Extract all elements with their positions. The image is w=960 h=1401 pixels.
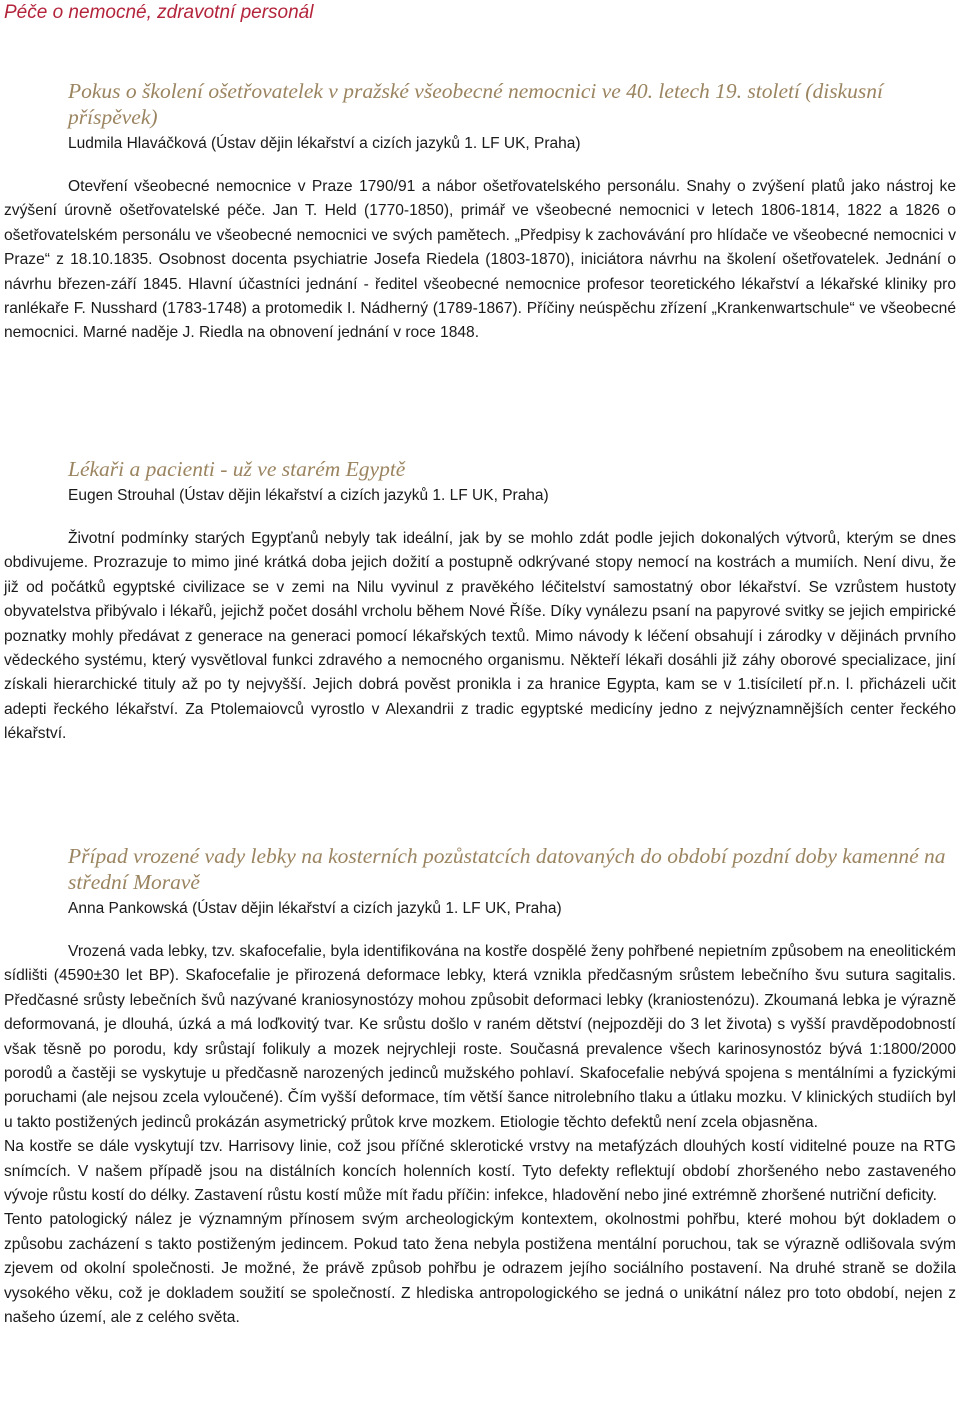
article-hlavackova (4, 78, 956, 346)
article-pankowska (4, 843, 956, 1331)
article-title: Pokus o školení ošetřovatelek v pražské všeobecné nemocnici ve 40. letech 19. století (diskusní příspěvek) (68, 79, 883, 129)
paragraph: Vrozená vada lebky, tzv. skafocefalie, byla identifikována na kostře dospělé ženy pohřbené nepietním způsobem na eneolitickém sídlišti (4590±30 let BP). Skafocefalie je přirozená deformace lebky, která vznikla předčasným srůstem lebečního švu sutura sagitalis. Předčasné srůsty lebečních švů nazývané kraniosynostózy mohou způsobit deformaci lebky (kraniostenózu). Zkoumaná lebka je výrazně deformovaná, je dlouhá, úzká a má loďkovitý tvar. Ke srůstu došlo v raném dětství (nejpozději do 3 let života) s vyšší pravděpodobností však těsně po porodu, kdy srůstají folikuly a mozek nejrychleji roste. Současná prevalence všech karinosynostóz bývá 1:1800/2000 porodů a častěji se vyskytuje u předčasně narozených jedinců mužského pohlaví. Skafocefalie nebývá spojena s mentálními a fyzickými poruchami (ale nejsou zcela vyloučené). Čím vyšší deformace, tím větší šance nitrolebního tlaku a útlaku mozku. V klinických studiích byl u takto postižených jedinců prokázán asymetrický průtok krve mozkem. Etiologie těchto defektů není zcela objasněna. (4, 943, 956, 1131)
paragraph: Tento patologický nález je významným přínosem svým archeologickým kontextem, okolnostmi pohřbu, které mohou být dokladem o způsobu zacházení s takto postiženým jedincem. Pokud tato žena nebyla postižena mentální poruchou, tak se výrazně odlišovala svým zjevem od okolní společnosti. Je možné, že právě způsob pohřbu je odrazem jejího sociálního postavení. Na druhé straně se dožila vysokého věku, což je dokladem soužití se společností. Z hlediska antropologického se jedná o unikátní nález pro toto období, nejen z našeho území, ale z celého světa. (4, 1211, 956, 1327)
article-title: Případ vrozené vady lebky na kosterních pozůstatcích datovaných do období pozdní doby kamenné na střední Moravě (68, 844, 946, 894)
running-head: Péče o nemocné, zdravotní personál (4, 2, 314, 23)
paragraph: Na kostře se dále vyskytují tzv. Harrisovy linie, což jsou příčné sklerotické vrstvy na metafýzách dlouhých kostí viditelné pouze na RTG snímcích. V našem případě jsou na distálních koncích holenních kostí. Tyto defekty reflektují období zhoršeného nebo zastaveného vývoje růstu kostí do délky. Zastavení růstu kostí může mít řadu příčin: infekce, hladovění nebo jiné extrémně zhoršené nutriční deficity. (4, 1138, 956, 1205)
article-body (4, 175, 956, 346)
article-author: Anna Pankowská (Ústav dějin lékařství a cizích jazyků 1. LF UK, Praha) (68, 900, 562, 917)
article-body (4, 940, 956, 1331)
article-author: Ludmila Hlaváčková (Ústav dějin lékařství a cizích jazyků 1. LF UK, Praha) (68, 135, 581, 152)
article-body (4, 527, 956, 747)
paragraph: Otevření všeobecné nemocnice v Praze 1790/91 a nábor ošetřovatelského personálu. Snahy o zvýšení platů jako nástroj ke zvýšení úrovně ošetřovatelské péče. Jan T. Held (1770-1850), primář ve všeobecné nemocnici v letech 1806-1814, 1822 a 1826 o ošetřovatelském personálu ve všeobecné nemocnici ve svých pamětech. „Předpisy k zachovávání pro hlídače ve všeobecné nemocnici v Praze“ z 18.10.1835. Osobnost docenta psychiatrie Josefa Riedela (1803-1870), iniciátora návrhu na školení ošetřovatelek. Jednání o návrhu březen-září 1845. Hlavní účastníci jednání - ředitel všeobecné nemocnice profesor teoretického lékařství a lékařské kliniky pro ranlékaře F. Nusshard (1783-1748) a protomedik I. Nádherný (1789-1867). Příčiny neúspěchu zřízení „Krankenwartschule“ ve všeobecné nemocnici. Marné naděje J. Riedla na obnovení jednání v roce 1848. (4, 178, 956, 342)
article-title: Lékaři a pacienti - už ve starém Egyptě (68, 457, 406, 481)
article-strouhal (4, 456, 956, 747)
paragraph: Životní podmínky starých Egypťanů nebyly tak ideální, jak by se mohlo zdát podle jejich dokonalých výtvorů, kterým se dnes obdivujeme. Prozrazuje to mimo jiné krátká doba jejich dožití a postupně odkrývané stopy nemocí na kostrách a mumiích. Není divu, že již od počátků egyptské civilizace se v zemi na Nilu vyvinul z pravěkého léčitelství samostatný obor lékařství. Se vzrůstem hustoty obyvatelstva přibývalo i lékařů, jejichž počet dosáhl vrcholu během Nové Říše. Díky vynálezu psaní na papyrové svitky se jejich empirické poznatky mohly předávat z generace na generaci pomocí lékařských textů. Mimo návody k léčení obsahují i zárodky v dějinách prvního vědeckého systému, který vysvětloval funkci zdravého a nemocného organismu. Někteří lékaři dosáhli již záhy oborové specializace, jiní získali hierarchické tituly až po ty nejvyšší. Jejich dobrá pověst pronikla i za hranice Egypta, kam se v 1.tisíciletí př.n. l. přicházeli učit adepti řeckého lékařství. Za Ptolemaiovců vyrostlo v Alexandrii z tradic egyptské medicíny jedno z nejvýznamnějších center řeckého lékařství. (4, 530, 956, 743)
article-author: Eugen Strouhal (Ústav dějin lékařství a cizích jazyků 1. LF UK, Praha) (68, 487, 549, 504)
